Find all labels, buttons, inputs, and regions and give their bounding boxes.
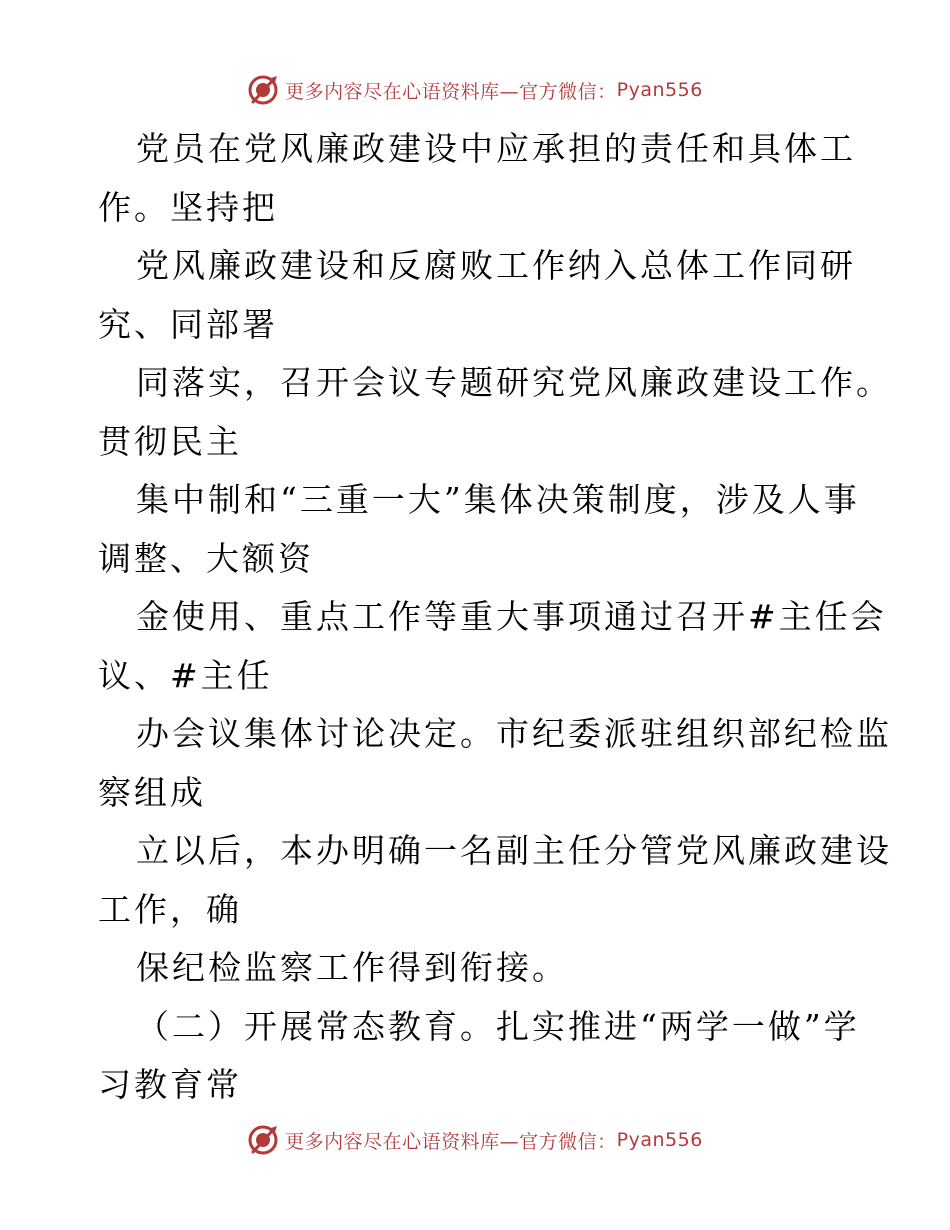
body-line: （二）开展常态教育。扎实推进“两学一做”学: [136, 1006, 860, 1046]
document-body: [98, 120, 892, 1115]
body-line: 立以后，本办明确一名副主任分管党风廉政建设: [136, 831, 892, 870]
body-line: 究、同部署: [98, 304, 278, 344]
body-line: 调整、大额资: [98, 538, 314, 578]
header-watermark-banner: [0, 70, 950, 110]
body-line: 同落实，召开会议专题研究党风廉政建设工作。: [136, 363, 892, 402]
pen-logo-icon: [247, 1124, 279, 1156]
body-line: 办会议集体讨论决定。市纪委派驻组织部纪检监: [136, 714, 892, 753]
body-line: 金使用、重点工作等重大事项通过召开#主任会: [136, 597, 887, 636]
body-line: 党风廉政建设和反腐败工作纳入总体工作同研: [136, 246, 856, 285]
body-line: 察组成: [98, 772, 206, 812]
footer-watermark-banner: [0, 1120, 950, 1160]
header-wechat-id: Pyan556: [616, 79, 703, 101]
header-banner-text: 更多内容尽在心语资料库—官方微信：: [285, 80, 617, 103]
body-line: 议、#主任: [98, 655, 273, 695]
body-line: 工作，确: [98, 889, 242, 929]
pen-logo-icon: [247, 74, 279, 106]
body-line: 习教育常: [98, 1065, 242, 1104]
footer-wechat-id: Pyan556: [616, 1129, 703, 1151]
body-line: 党员在党风廉政建设中应承担的责任和具体工: [136, 129, 856, 168]
body-line: 保纪检监察工作得到衔接。: [136, 948, 568, 987]
body-line: 贯彻民主: [98, 421, 242, 461]
body-line: 作。坚持把: [98, 187, 278, 227]
body-line: 集中制和“三重一大”集体决策制度，涉及人事: [136, 480, 860, 519]
footer-banner-text: 更多内容尽在心语资料库—官方微信：: [285, 1130, 617, 1153]
